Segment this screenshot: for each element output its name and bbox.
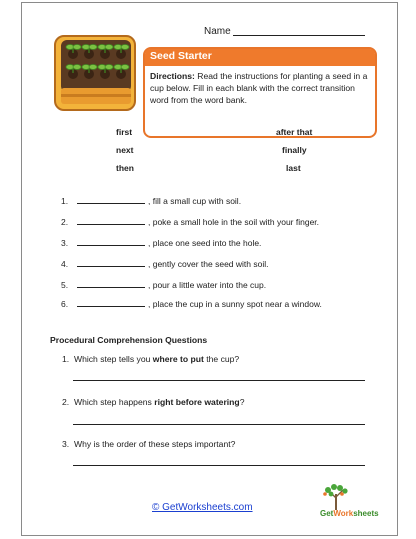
item-text: , place one seed into the hole. [148, 238, 262, 248]
word-bank-finally: finally [282, 145, 307, 155]
list-item [61, 237, 261, 248]
item-text: , poke a small hole in the soil with your finger. [148, 217, 320, 227]
question-emphasis: where to put [152, 354, 204, 364]
list-item [61, 279, 266, 290]
item-number: 3. [61, 238, 69, 248]
answer-line[interactable] [73, 465, 365, 466]
fill-blank[interactable] [77, 298, 145, 307]
list-item [61, 298, 322, 309]
item-number: 4. [61, 259, 69, 269]
directions-body: Read the instructions for planting a seed in a cup below. Fill in each blank with the correct transition word from the word bank. [150, 71, 368, 105]
answer-line[interactable] [73, 424, 365, 425]
name-label: Name [204, 26, 231, 37]
question-number: 1. [62, 354, 70, 364]
question-number: 2. [62, 397, 70, 407]
question-text-end: the cup? [203, 354, 240, 364]
question-text-end: ? [239, 397, 245, 407]
getworksheets-logo [312, 482, 382, 528]
logo-sheets: sheets [353, 509, 379, 518]
answer-line[interactable] [73, 380, 365, 381]
logo-get: Get [320, 509, 334, 518]
question-1 [62, 354, 239, 364]
question-2 [62, 397, 244, 407]
item-number: 5. [61, 280, 69, 290]
title-card [143, 47, 377, 138]
seedling-tray-icon [53, 28, 139, 114]
list-item [61, 216, 319, 227]
fill-blank[interactable] [77, 216, 145, 225]
word-bank-then: then [116, 163, 134, 173]
item-text: , gently cover the seed with soil. [148, 259, 269, 269]
list-item [61, 195, 241, 206]
tree-icon [312, 482, 382, 512]
item-number: 1. [61, 196, 69, 206]
item-number: 2. [61, 217, 69, 227]
question-text: Why is the order of these steps important? [73, 439, 236, 449]
word-bank-last: last [286, 163, 301, 173]
questions-heading: Procedural Comprehension Questions [50, 335, 208, 345]
item-number: 6. [61, 299, 69, 309]
fill-blank[interactable] [77, 258, 145, 267]
name-input-line[interactable] [233, 35, 365, 36]
question-number: 3. [62, 439, 70, 449]
list-item [61, 258, 268, 269]
footer-link[interactable]: © GetWorksheets.com [152, 502, 253, 513]
word-bank-first: first [116, 127, 133, 137]
question-text: Which step happens [73, 397, 155, 407]
item-text: , pour a little water into the cup. [148, 280, 267, 290]
item-text: , fill a small cup with soil. [148, 196, 242, 206]
directions-text [150, 70, 370, 106]
question-text: Which step tells you [73, 354, 153, 364]
fill-blank[interactable] [77, 195, 145, 204]
question-emphasis: right before watering [154, 397, 240, 407]
word-bank-after-that: after that [276, 127, 313, 137]
logo-text [320, 509, 379, 518]
worksheet-title: Seed Starter [150, 50, 212, 62]
item-text: , place the cup in a sunny spot near a window. [148, 299, 322, 309]
fill-blank[interactable] [77, 237, 145, 246]
title-bar [145, 49, 375, 66]
fill-blank[interactable] [77, 279, 145, 288]
logo-work: Work [333, 509, 354, 518]
question-3 [62, 439, 235, 449]
directions-label: Directions: [150, 71, 195, 81]
word-bank-next: next [116, 145, 134, 155]
